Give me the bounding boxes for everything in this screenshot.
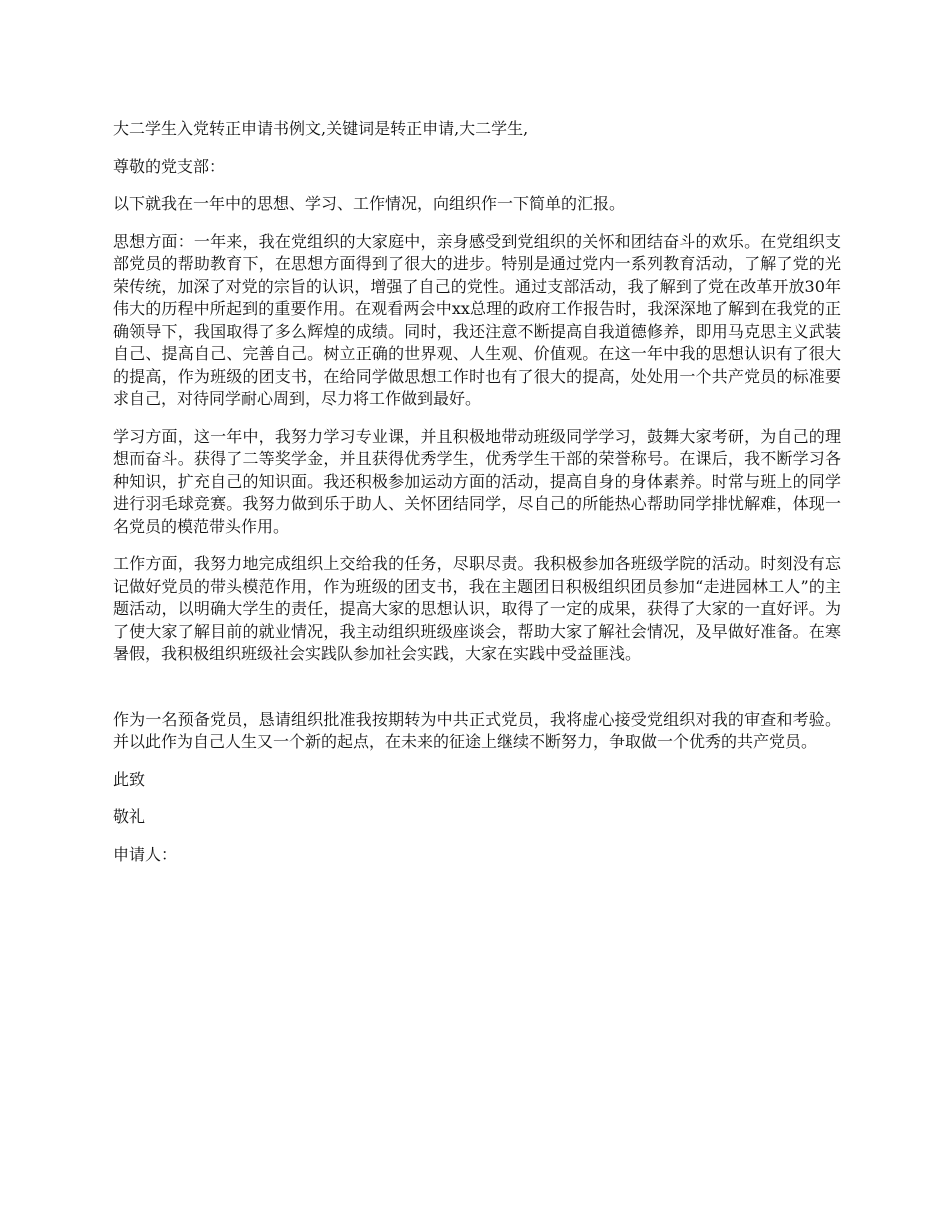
closing-paragraph: 作为一名预备党员，恳请组织批准我按期转为中共正式党员，我将虚心接受党组织对我的审查和考验。并以此作为自己人生又一个新的起点，在未来的征途上继续不断努力，争取做一个优秀的共产党员。 bbox=[113, 709, 841, 751]
document-body bbox=[113, 118, 841, 881]
regards-line-1: 此致 bbox=[113, 769, 146, 789]
work-paragraph: 工作方面，我努力地完成组织上交给我的任务，尽职尽责。我积极参加各班级学院的活动。时刻没有忘记做好党员的带头模范作用，作为班级的团支书，我在主题团日积极组织团员参加“走进园林工人”的主题活动，以明确大学生的责任，提高大家的思想认识，取得了一定的成果，获得了大家的一直好评。为了使大家了解目前的就业情况，我主动组织班级座谈会，帮助大家了解社会情况，及早做好准备。在寒暑假，我积极组织班级社会实践队参加社会实践，大家在实践中受益匪浅。 bbox=[113, 554, 841, 663]
study-paragraph: 学习方面，这一年中，我努力学习专业课，并且积极地带动班级同学学习，鼓舞大家考研，为自己的理想而奋斗。获得了二等奖学金，并且获得优秀学生，优秀学生干部的荣誉称号。在课后，我不断学习各种知识，扩充自己的知识面。我还积极参加运动方面的活动，提高自身的身体素养。时常与班上的同学进行羽毛球竞赛。我努力做到乐于助人、关怀团结同学，尽自己的所能热心帮助同学排忧解难，体现一名党员的模范带头作用。 bbox=[113, 426, 841, 536]
salutation: 尊敬的党支部： bbox=[113, 156, 226, 176]
applicant-line: 申请人： bbox=[113, 844, 178, 864]
regards-line-2: 敬礼 bbox=[113, 807, 146, 826]
header-line: 大二学生入党转正申请书例文,关键词是转正申请,大二学生, bbox=[113, 119, 529, 138]
intro-paragraph: 以下就我在一年中的思想、学习、工作情况，向组织作一下简单的汇报。 bbox=[113, 194, 626, 213]
thought-paragraph: 思想方面：一年来，我在党组织的大家庭中，亲身感受到党组织的关怀和团结奋斗的欢乐。在党组织支部党员的帮助教育下，在思想方面得到了很大的进步。特别是通过党内一系列教育活动，了解了党的光荣传统，加深了对党的宗旨的认识，增强了自己的党性。通过支部活动，我了解到了党在改革开放30年伟大的历程中所起到的重要作用。在观看两会中xx总理的政府工作报告时，我深深地了解到在我党的正确领导下，我国取得了多么辉煌的成绩。同时，我还注意不断提高自我道德修养，即用马克思主义武装自己、提高自己、完善自己。树立正确的世界观、人生观、价值观。在这一年中我的思想认识有了很大的提高，作为班级的团支书，在给同学做思想工作时也有了很大的提高，处处用一个共产党员的标准要求自己，对待同学耐心周到，尽力将工作做到最好。 bbox=[113, 231, 841, 408]
